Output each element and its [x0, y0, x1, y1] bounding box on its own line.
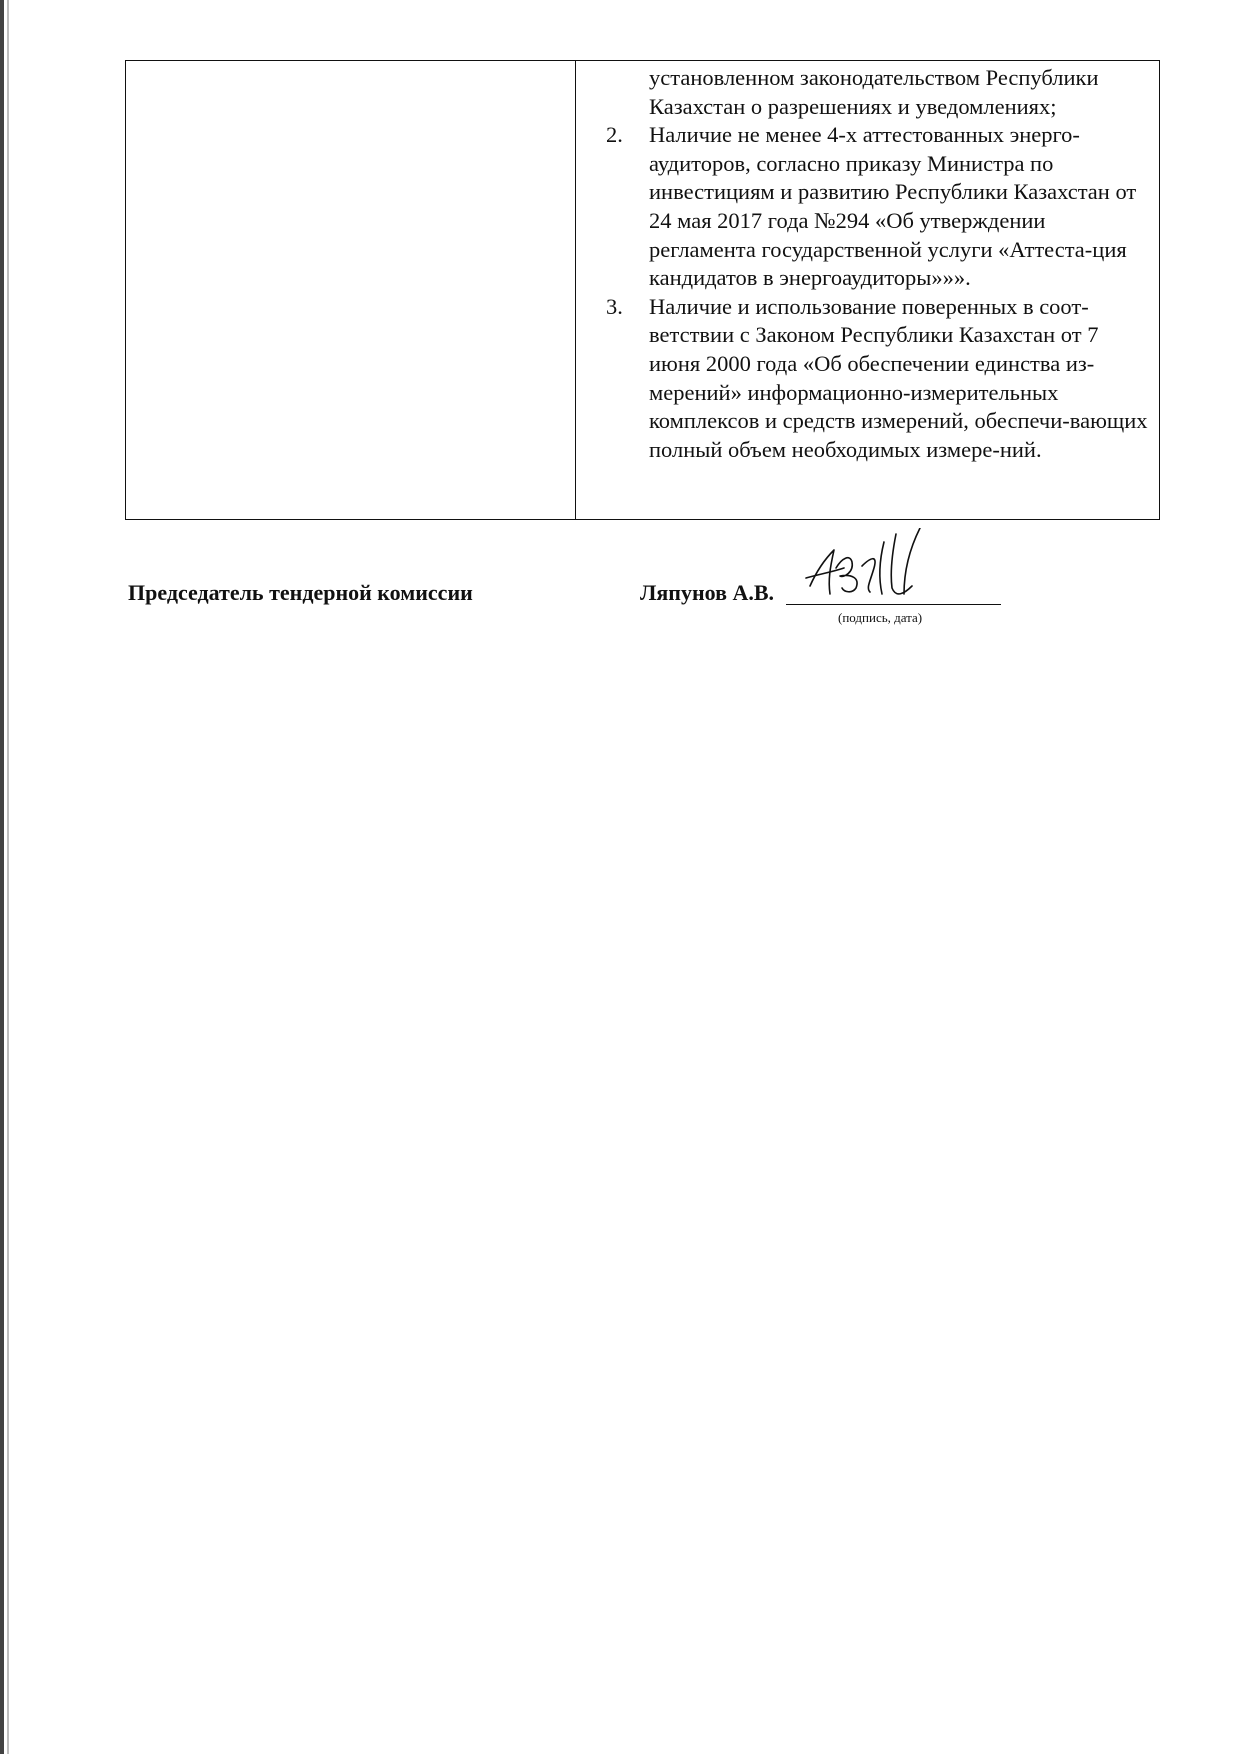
table-row [126, 61, 1160, 520]
table-cell-requirements [576, 61, 1160, 520]
requirements-table [125, 60, 1160, 520]
list-item-continuation: установленном законодательством Республики Казахстан о разрешениях и уведомлениях; [649, 65, 1099, 119]
chair-label: Председатель тендерной комиссии [128, 580, 473, 605]
scan-binding-edge [0, 0, 4, 1754]
signature-caption: (подпись, дата) [838, 610, 923, 625]
requirements-list [606, 64, 1151, 464]
list-item [606, 121, 1151, 293]
list-item [606, 293, 1151, 465]
list-item-number: 3. [606, 293, 623, 319]
scan-binding-shadow [7, 0, 9, 1754]
list-item-text: Наличие и использование поверенных в соот-ветствии с Законом Республики Казахстан от 7 июня 2000 года «Об обеспечении единства из-мерений» информационно-измерительных комплексов и средств измерений, обеспечи-вающих полный объем необходимых измере-ний. [649, 293, 1148, 462]
signatory-name: Ляпунов А.В. [640, 580, 775, 605]
signature-block [128, 580, 1128, 625]
list-item-number: 2. [606, 122, 623, 148]
table-cell-empty [126, 61, 576, 520]
list-item-text: Наличие не менее 4-х аттестованных энерго-аудиторов, согласно приказу Министра по инвестициям и развитию Республики Казахстан от 24 мая 2017 года №294 «Об утверждении регламента государственной услуги «Аттеста-ция кандидатов в энергоаудиторы»»». [649, 122, 1137, 291]
handwritten-signature [800, 528, 970, 618]
